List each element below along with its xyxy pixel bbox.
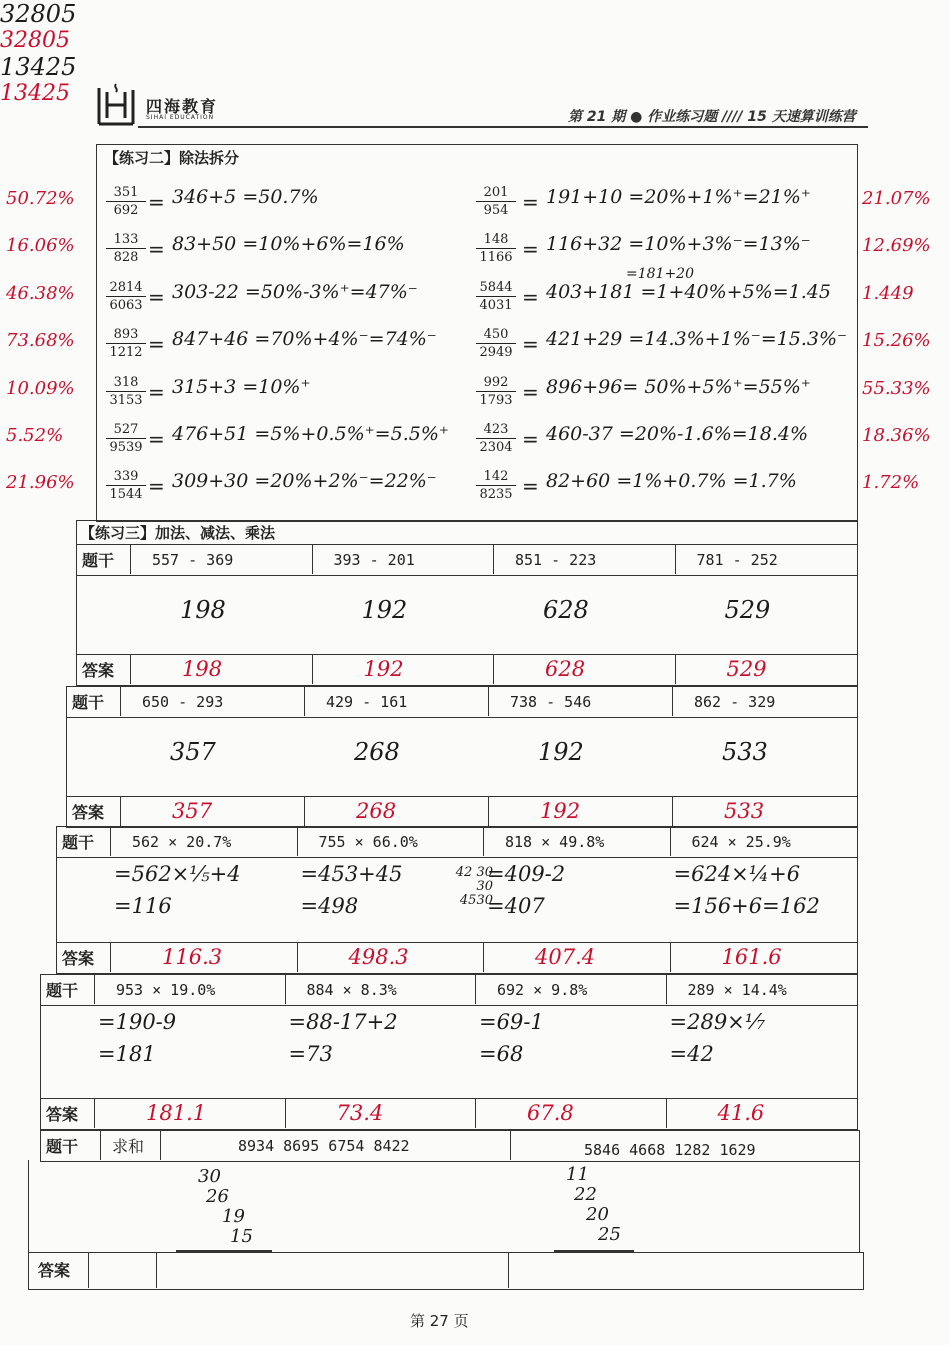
handwritten-work: =407 <box>487 894 545 918</box>
handwritten-work: =453+45 <box>300 862 403 886</box>
carry-digit: 15 <box>230 1226 253 1247</box>
margin-answer: 5.52% <box>6 425 64 446</box>
question-label: 题干 <box>46 981 79 1000</box>
denominator: 1212 <box>109 345 143 360</box>
fraction <box>476 326 516 361</box>
equals-sign: = <box>522 190 539 214</box>
problem-cell: 624 × 25.9% <box>691 833 791 851</box>
handwritten-work: 403+181 =1+40%+5%=1.45 <box>546 281 831 303</box>
fraction <box>106 326 146 361</box>
margin-answer: 46.38% <box>6 283 75 304</box>
question-label: 题干 <box>62 833 95 852</box>
fraction <box>476 468 516 503</box>
sum-divider <box>100 1130 101 1160</box>
problem-cell: 818 × 49.8% <box>505 833 605 851</box>
cell-divider <box>130 654 131 684</box>
brand-name-en: SIHAI EDUCATION <box>146 114 215 121</box>
carry-digit: 25 <box>598 1224 621 1245</box>
handwritten-work: 192 <box>538 738 584 766</box>
sum-divider <box>156 1252 157 1288</box>
handwritten-work: =42 <box>669 1042 714 1066</box>
logo <box>96 82 136 126</box>
equals-sign: = <box>522 237 539 261</box>
cell-divider <box>670 826 671 856</box>
margin-answer: 18.36% <box>862 425 931 446</box>
cell-divider <box>672 686 673 716</box>
problem-cell: 738 - 546 <box>510 693 592 711</box>
numerator: 339 <box>106 468 146 486</box>
handwritten-work: 529 <box>724 596 771 624</box>
numerator: 450 <box>476 326 516 344</box>
margin-answer: 55.33% <box>862 378 931 399</box>
handwritten-work: 309+30 =20%+2%⁻=22%⁻ <box>172 470 437 492</box>
cell-divider <box>304 686 305 716</box>
denominator: 3153 <box>109 393 143 408</box>
carry-digit: 19 <box>222 1206 245 1227</box>
answer-value: 73.4 <box>336 1101 384 1125</box>
denominator: 2304 <box>479 440 513 455</box>
fraction <box>476 231 516 266</box>
answer-value: 268 <box>356 799 397 823</box>
handwritten-work: =68 <box>479 1042 524 1066</box>
cell-divider <box>120 686 121 716</box>
answer-value: 161.6 <box>721 945 782 969</box>
cell-divider <box>94 1098 95 1128</box>
numerator: 351 <box>106 184 146 202</box>
answer-value: 628 <box>545 657 586 681</box>
equals-sign: = <box>148 285 165 309</box>
cell-divider <box>672 796 673 826</box>
cell-divider <box>670 942 671 972</box>
answer-label: 答案 <box>46 1105 79 1124</box>
handwritten-work: =190-9 <box>98 1010 177 1034</box>
cell-divider <box>483 942 484 972</box>
problem-cell: 692 × 9.8% <box>497 981 588 999</box>
handwritten-work: =156+6=162 <box>673 894 820 918</box>
margin-answer: 1.72% <box>862 472 920 493</box>
fraction <box>106 231 146 266</box>
margin-answer: 1.449 <box>862 283 914 304</box>
carry-digit: 22 <box>574 1184 597 1205</box>
answer-label: 答案 <box>38 1261 71 1280</box>
denominator: 1793 <box>479 393 513 408</box>
answer-label: 答案 <box>62 949 95 968</box>
margin-answer: 21.07% <box>862 188 931 209</box>
fraction <box>106 184 146 219</box>
handwritten-work: =498 <box>300 894 359 918</box>
sum-result-left: 32805 <box>0 0 77 28</box>
header-rule <box>138 126 868 128</box>
carry-digit: 26 <box>206 1186 229 1207</box>
denominator: 8235 <box>479 487 513 502</box>
numerator: 201 <box>476 184 516 202</box>
cell-divider <box>488 686 489 716</box>
answer-value: 192 <box>540 799 581 823</box>
cell-divider <box>312 544 313 574</box>
handwritten-work: 192 <box>361 596 408 624</box>
equals-sign: = <box>522 474 539 498</box>
sum-work-area <box>28 1160 860 1252</box>
fraction <box>476 279 516 314</box>
problem-cell: 289 × 14.4% <box>687 981 787 999</box>
equals-sign: = <box>522 332 539 356</box>
cell-divider <box>493 654 494 684</box>
cell-divider <box>285 974 286 1004</box>
section3-title: 【练习三】加法、减法、乘法 <box>80 524 276 542</box>
problem-cell: 953 × 19.0% <box>116 981 216 999</box>
section2-title: 【练习二】除法拆分 <box>104 149 240 167</box>
equals-sign: = <box>148 380 165 404</box>
handwritten-work: 421+29 =14.3%+1%⁻=15.3%⁻ <box>546 328 848 350</box>
handwritten-work: 896+96= 50%+5%⁺=55%⁺ <box>546 376 811 398</box>
margin-answer: 21.96% <box>6 472 75 493</box>
sum-divider <box>160 1130 161 1160</box>
problem-cell: 650 - 293 <box>142 693 224 711</box>
answer-value: 533 <box>724 799 765 823</box>
answer-value: 116.3 <box>162 945 223 969</box>
handwritten-work: 460-37 =20%-1.6%=18.4% <box>546 423 809 445</box>
equals-sign: = <box>522 427 539 451</box>
fraction <box>476 184 516 219</box>
handwritten-work: 476+51 =5%+0.5%⁺=5.5%⁺ <box>172 423 449 445</box>
denominator: 2949 <box>479 345 513 360</box>
margin-answer: 73.68% <box>6 330 75 351</box>
problem-cell: 884 × 8.3% <box>306 981 397 999</box>
handwritten-work: 533 <box>722 738 768 766</box>
margin-answer: 16.06% <box>6 235 75 256</box>
fraction <box>106 279 146 314</box>
handwritten-work: 847+46 =70%+4%⁻=74%⁻ <box>172 328 437 350</box>
handwritten-work: 198 <box>180 596 226 624</box>
denominator: 1166 <box>479 250 513 265</box>
problem-cell: 557 - 369 <box>152 551 234 569</box>
cell-divider <box>285 1098 286 1128</box>
handwritten-work: =289×⅐ <box>669 1010 766 1034</box>
sum-divider <box>510 1130 511 1160</box>
carry-digit: 11 <box>566 1164 589 1185</box>
fraction <box>476 374 516 409</box>
handwritten-work: 628 <box>543 596 589 624</box>
handwritten-note: =181+20 <box>626 266 694 282</box>
sum-answer-right: 13425 <box>0 81 70 106</box>
sum-problem-left: 8934 8695 6754 8422 <box>238 1137 410 1155</box>
brand-name: 四海教育 <box>146 97 219 116</box>
cell-divider <box>666 974 667 1004</box>
handwritten-work: =69-1 <box>479 1010 544 1034</box>
handwritten-work: =88-17+2 <box>288 1010 398 1034</box>
handwritten-work: 346+5 =50.7% <box>172 186 319 208</box>
fraction <box>106 374 146 409</box>
answer-value: 357 <box>172 799 213 823</box>
problem-cell: 851 - 223 <box>515 551 597 569</box>
numerator: 318 <box>106 374 146 392</box>
denominator: 1544 <box>109 487 143 502</box>
answer-value: 198 <box>182 657 223 681</box>
cell-divider <box>297 942 298 972</box>
sum-answer-left: 32805 <box>0 28 70 53</box>
numerator: 133 <box>106 231 146 249</box>
handwritten-work: 83+50 =10%+6%=16% <box>172 233 405 255</box>
answer-label: 答案 <box>72 803 105 822</box>
handwritten-work: 191+10 =20%+1%⁺=21%⁺ <box>546 186 811 208</box>
numerator: 423 <box>476 421 516 439</box>
handwritten-work: 315+3 =10%⁺ <box>172 376 311 398</box>
answer-value: 529 <box>726 657 767 681</box>
answer-value: 41.6 <box>717 1101 765 1125</box>
carry-digit: 30 <box>198 1166 221 1187</box>
cell-divider <box>110 942 111 972</box>
cell-divider <box>675 544 676 574</box>
cell-divider <box>475 1098 476 1128</box>
cell-divider <box>304 796 305 826</box>
handwritten-work: =73 <box>288 1042 333 1066</box>
numerator: 527 <box>106 421 146 439</box>
equals-sign: = <box>522 380 539 404</box>
handwritten-work: =409-2 <box>487 862 566 886</box>
sum-divider <box>88 1252 89 1288</box>
numerator: 148 <box>476 231 516 249</box>
side-calculation: 42 30 30 4530 <box>455 865 493 908</box>
equals-sign: = <box>522 285 539 309</box>
cell-divider <box>666 1098 667 1128</box>
margin-answer: 15.26% <box>862 330 931 351</box>
denominator: 4031 <box>479 298 513 313</box>
problem-cell: 429 - 161 <box>326 693 408 711</box>
equals-sign: = <box>148 190 165 214</box>
cell-divider <box>297 826 298 856</box>
numerator: 992 <box>476 374 516 392</box>
problem-cell: 862 - 329 <box>694 693 776 711</box>
carry-digit: 20 <box>586 1204 609 1225</box>
question-label: 题干 <box>72 693 105 712</box>
handwritten-work: 268 <box>354 738 400 766</box>
cell-divider <box>675 654 676 684</box>
equals-sign: = <box>148 474 165 498</box>
handwritten-work: 116+32 =10%+3%⁻=13%⁻ <box>546 233 811 255</box>
answer-value: 181.1 <box>146 1101 207 1125</box>
answer-value: 498.3 <box>348 945 409 969</box>
answer-label: 答案 <box>82 661 115 680</box>
fraction <box>476 421 516 456</box>
numerator: 5844 <box>476 279 516 297</box>
equals-sign: = <box>148 427 165 451</box>
sum-answer-box <box>28 1252 864 1290</box>
cell-divider <box>488 796 489 826</box>
handwritten-work: 303-22 =50%-3%⁺=47%⁻ <box>172 281 418 303</box>
equals-sign: = <box>148 237 165 261</box>
denominator: 954 <box>483 203 509 218</box>
denominator: 828 <box>113 250 139 265</box>
cell-divider <box>110 826 111 856</box>
handwritten-work: 82+60 =1%+0.7% =1.7% <box>546 470 797 492</box>
sum-result-right: 13425 <box>0 53 77 81</box>
cell-divider <box>312 654 313 684</box>
handwritten-work: =624×¼+6 <box>673 862 801 886</box>
handwritten-work: =181 <box>98 1042 156 1066</box>
problem-cell: 393 - 201 <box>333 551 415 569</box>
question-label: 题干 <box>46 1137 79 1156</box>
numerator: 2814 <box>106 279 146 297</box>
handwritten-work: =562×⅕+4 <box>114 862 241 886</box>
margin-answer: 10.09% <box>6 378 75 399</box>
question-label: 题干 <box>82 551 115 570</box>
fraction <box>106 421 146 456</box>
margin-answer: 50.72% <box>6 188 75 209</box>
denominator: 6063 <box>109 298 143 313</box>
sum-label: 求和 <box>112 1137 145 1156</box>
problem-cell: 562 × 20.7% <box>132 833 232 851</box>
margin-answer: 12.69% <box>862 235 931 256</box>
problem-cell: 755 × 66.0% <box>318 833 418 851</box>
numerator: 893 <box>106 326 146 344</box>
sum-problem-right: 5846 4668 1282 1629 <box>584 1141 756 1159</box>
handwritten-work: 357 <box>170 738 216 766</box>
cell-divider <box>120 796 121 826</box>
cell-divider <box>94 974 95 1004</box>
cell-divider <box>475 974 476 1004</box>
problem-cell: 781 - 252 <box>696 551 778 569</box>
cell-divider <box>483 826 484 856</box>
header-title: 第 21 期 ● 作业练习题 //// 15 天速算训练营 <box>568 109 856 125</box>
denominator: 9539 <box>109 440 143 455</box>
answer-value: 192 <box>363 657 404 681</box>
page-number: 第 27 页 <box>410 1312 469 1330</box>
numerator: 142 <box>476 468 516 486</box>
answer-value: 407.4 <box>535 945 596 969</box>
cell-divider <box>493 544 494 574</box>
denominator: 692 <box>113 203 139 218</box>
answer-value: 67.8 <box>527 1101 574 1125</box>
handwritten-work: =116 <box>114 894 172 918</box>
cell-divider <box>130 544 131 574</box>
fraction <box>106 468 146 503</box>
sum-divider <box>508 1252 509 1288</box>
equals-sign: = <box>148 332 165 356</box>
